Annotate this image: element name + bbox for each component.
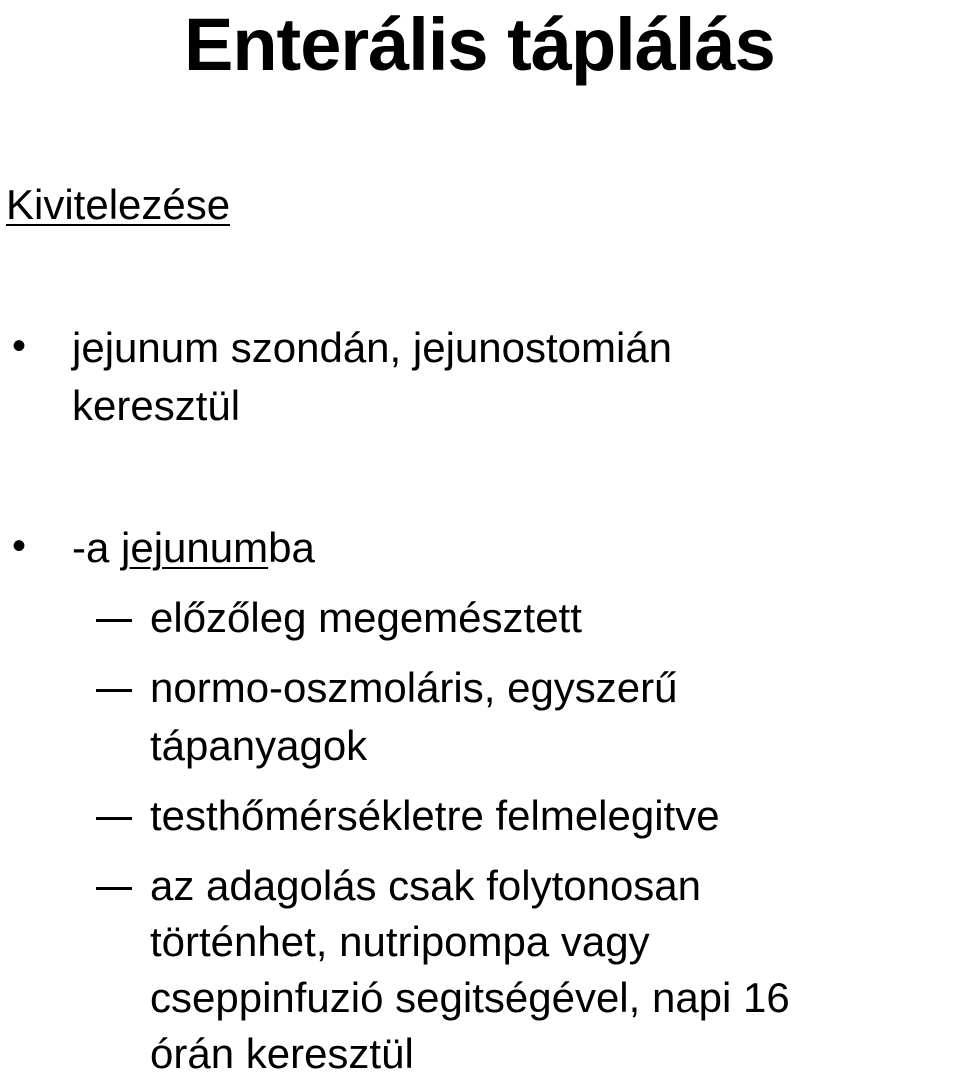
bullet-text-line: keresztül	[72, 382, 241, 429]
bullet-suffix: ba	[268, 524, 315, 571]
sub-item-line: testhőmérsékletre felmelegitve	[150, 792, 720, 839]
section-heading: Kivitelezése	[6, 181, 231, 228]
bullet-text-line: jejunum szondán, jejunostomián	[72, 324, 673, 371]
sub-item-line: normo-oszmoláris, egyszerű	[150, 664, 678, 711]
slide-title: Enterális táplálás	[184, 3, 775, 86]
dash-marker-icon	[96, 689, 132, 692]
sub-item-line: az adagolás csak folytonosan	[150, 862, 702, 909]
bullet-text-jejunumba	[72, 520, 315, 576]
bullet-dot-icon: •	[12, 524, 27, 568]
sub-item-line: tápanyagok	[150, 722, 368, 769]
dash-marker-icon	[96, 817, 132, 820]
dash-marker-icon	[96, 887, 132, 890]
sub-item-line: történhet, nutripompa vagy	[150, 918, 650, 965]
underlined-term: jejunum	[121, 524, 269, 571]
sub-item-line: előzőleg megemésztett	[150, 594, 582, 641]
dash-marker-icon	[96, 619, 132, 622]
bullet-dot-icon: •	[12, 324, 27, 368]
bullet-prefix: -a	[72, 524, 122, 571]
sub-item-line: cseppinfuzió segitségével, napi 16	[150, 974, 790, 1021]
sub-item-line: órán keresztül	[150, 1030, 414, 1077]
